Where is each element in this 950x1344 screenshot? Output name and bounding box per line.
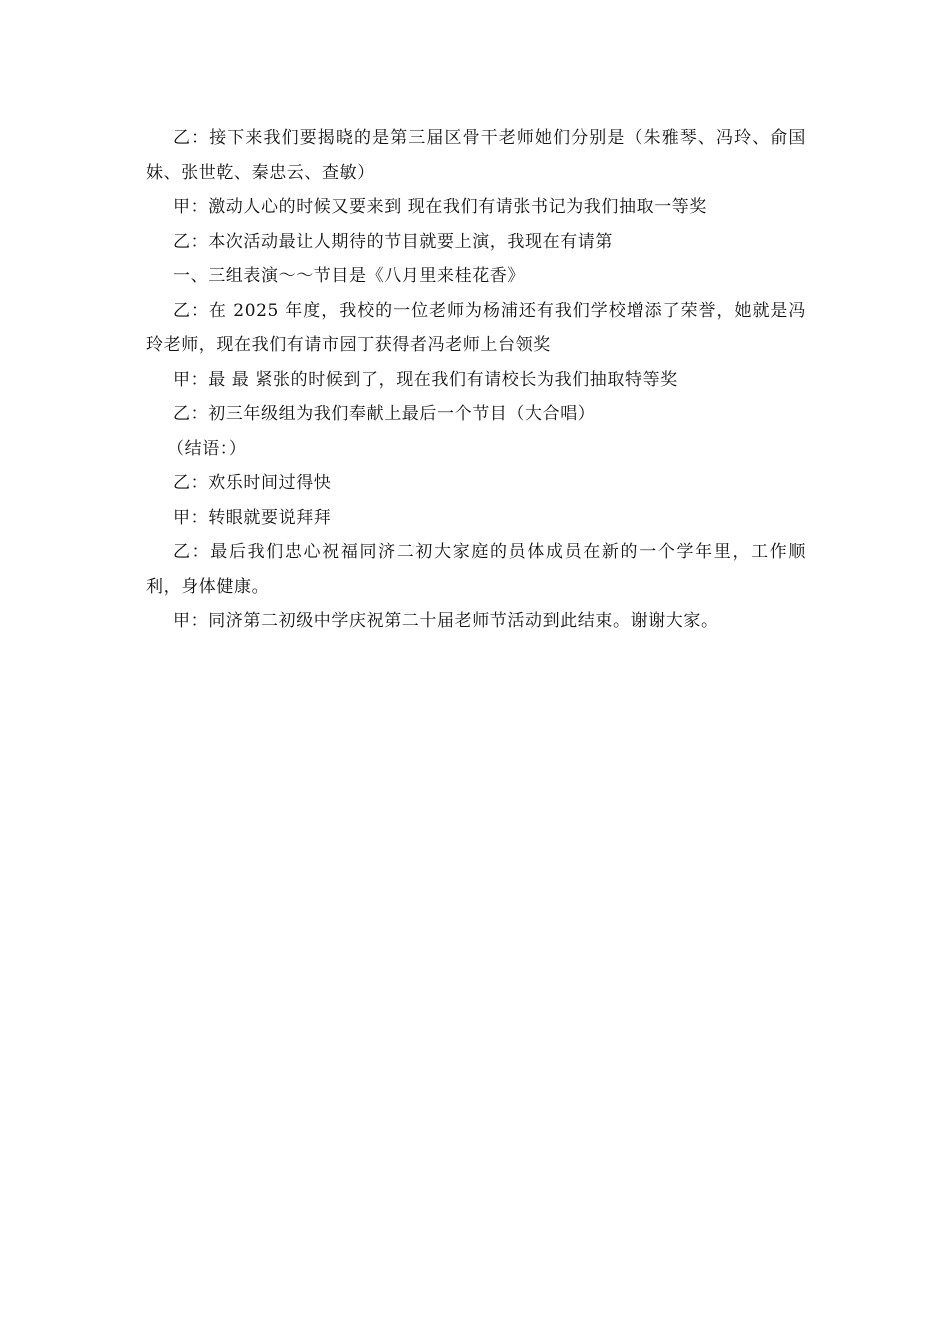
paragraph-9: 乙：欢乐时间过得快 bbox=[173, 473, 332, 493]
paragraph-5: 乙：在 2025 年度，我校的一位老师为杨浦还有我们学校增添了荣誉，她就是冯玲老师，现在我们有请市园丁获得者冯老师上台领奖 bbox=[146, 300, 806, 355]
paragraph-7: 乙：初三年级组为我们奉献上最后一个节目（大合唱） bbox=[173, 404, 596, 424]
paragraph-8: （结语：） bbox=[167, 438, 247, 459]
paragraph-3: 乙：本次活动最让人期待的节目就要上演，我现在有请第 bbox=[173, 231, 613, 252]
paragraph-12: 甲：同济第二初级中学庆祝第二十届老师节活动到此结束。谢谢大家。 bbox=[173, 611, 719, 631]
document-body bbox=[146, 121, 806, 639]
paragraph-4: 一、三组表演～～节目是《八月里来桂花香》 bbox=[173, 266, 525, 286]
paragraph-6: 甲：最 最 紧张的时候到了，现在我们有请校长为我们抽取特等奖 bbox=[173, 369, 678, 390]
paragraph-2: 甲：激动人心的时候又要来到 现在我们有请张书记为我们抽取一等奖 bbox=[173, 197, 708, 217]
paragraph-11: 乙：最后我们忠心祝福同济二初大家庭的员体成员在新的一个学年里，工作顺利，身体健康。 bbox=[146, 542, 806, 597]
paragraph-1: 乙：接下来我们要揭晓的是第三届区骨干老师她们分别是（朱雅琴、冯玲、俞国妹、张世乾、秦忠云、查敏） bbox=[146, 128, 806, 183]
paragraph-10: 甲：转眼就要说拜拜 bbox=[173, 507, 332, 528]
